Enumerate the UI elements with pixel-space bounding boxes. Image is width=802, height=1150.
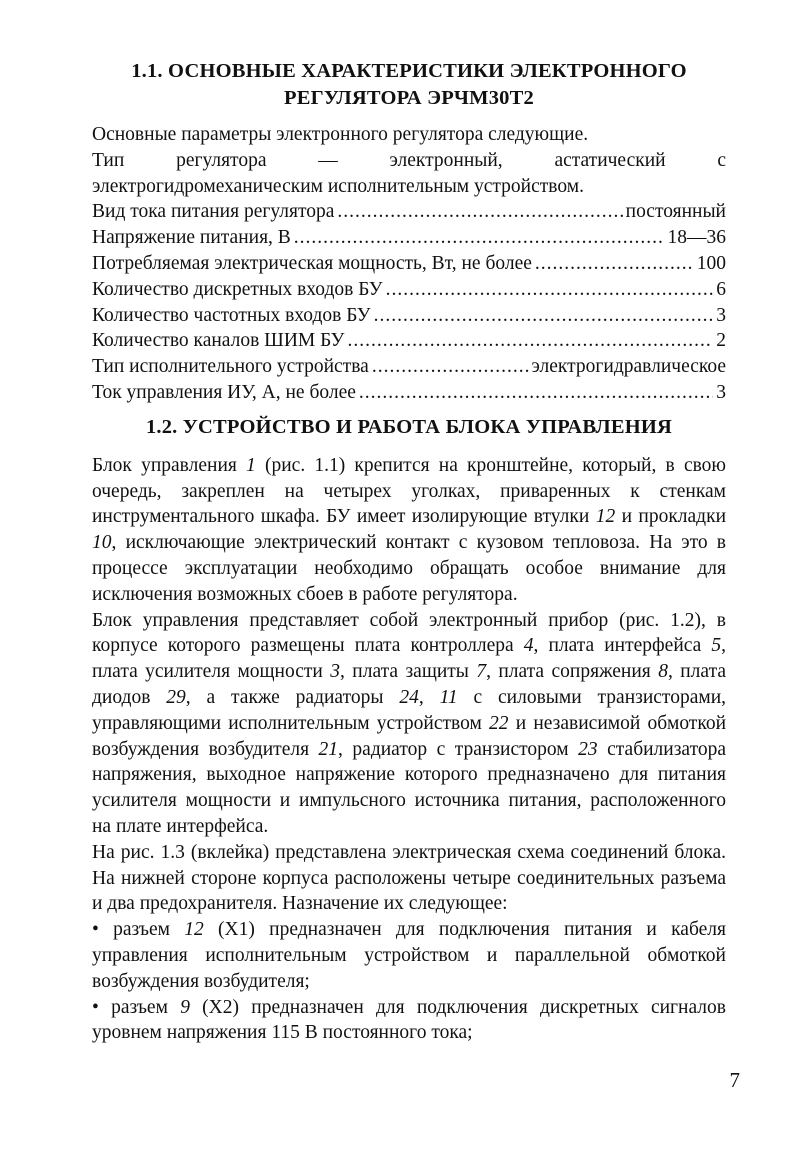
section-1-title-line-1: 1.1. ОСНОВНЫЕ ХАРАКТЕРИСТИКИ ЭЛЕКТРОННОГО <box>131 60 687 82</box>
connector-x1-paragraph <box>92 917 726 994</box>
text-run: , плата диодов <box>92 661 726 708</box>
leader-dots <box>535 251 694 277</box>
figure-reference: 21 <box>318 738 339 760</box>
figure-reference: 22 <box>489 712 509 734</box>
spec-value: 2 <box>716 330 726 352</box>
leader-dots <box>294 225 665 251</box>
text-run: (X2) предназначен для подключения дискретных сигналов уровнем напряжения 115 В постоянного тока; <box>92 996 726 1044</box>
spec-value: 3 <box>716 304 726 326</box>
figure-reference: 8 <box>658 661 668 683</box>
composition-paragraph <box>92 608 726 840</box>
section-1-title <box>92 58 726 112</box>
text-run: (рис. 1.1) крепится на кронштейне, который, в свою очередь, закреплен на четырех уголках, приваренных к стенкам инструментального шкафа. БУ имеет изолирующие втулки <box>92 454 726 528</box>
spec-label: Количество дискретных входов БУ <box>92 278 383 300</box>
spec-row <box>92 380 726 406</box>
figure-reference: 12 <box>595 506 616 528</box>
text-run: с силовыми транзисторами, управляющими исполнительным устройством <box>92 686 727 734</box>
connector-x2-paragraph <box>92 995 726 1047</box>
figure-reference: 24 <box>399 686 419 708</box>
spec-value: постоянный <box>625 201 726 223</box>
section-1-title-line-2: РЕГУЛЯТОРА ЭРЧМ30Т2 <box>284 87 534 109</box>
spec-row <box>92 199 726 225</box>
figure-reference: 7 <box>476 661 487 683</box>
spec-row <box>92 354 726 380</box>
figure-reference: 5 <box>711 635 722 657</box>
figure-reference: 10 <box>92 532 112 554</box>
regulator-type-paragraph: Тип регулятора — электронный, астатический с электрогидромеханическим исполнительным устройством. <box>92 149 726 197</box>
spec-value: электрогидравлическое <box>531 356 726 378</box>
figure-reference: 1 <box>246 454 256 476</box>
text-run: , плата усилителя мощности <box>92 635 726 683</box>
leader-dots <box>386 277 714 303</box>
spec-row <box>92 277 726 303</box>
figure-reference: 29 <box>166 686 186 708</box>
spec-row <box>92 225 726 251</box>
mounting-paragraph <box>92 453 726 608</box>
text-run: , <box>418 686 440 708</box>
section-2-title: 1.2. УСТРОЙСТВО И РАБОТА БЛОКА УПРАВЛЕНИЯ <box>145 415 673 438</box>
spec-row <box>92 303 726 329</box>
spec-list <box>92 199 726 405</box>
leader-dots <box>359 380 713 406</box>
spec-label: Потребляемая электрическая мощность, Вт, не более <box>92 252 532 274</box>
text-run: • разъем <box>92 919 185 941</box>
leader-dots <box>372 354 529 380</box>
spec-value: 6 <box>716 278 726 300</box>
text-run: , плата сопряжения <box>486 661 659 683</box>
text-run: , исключающие электрический контакт с кузовом тепловоза. На это в процессе эксплуатации необходимо обращать особое внимание для исключения возможных сбоев в работе регулятора. <box>92 532 726 605</box>
spec-label: Вид тока питания регулятора <box>92 201 335 223</box>
text-run: , а также радиаторы <box>185 686 400 708</box>
text-run: и прокладки <box>615 506 727 528</box>
intro-paragraph: Основные параметры электронного регулятора следующие. <box>92 124 589 145</box>
spec-label: Напряжение питания, В <box>92 227 291 249</box>
figure-reference: 3 <box>330 661 341 683</box>
spec-value: 18—36 <box>667 227 726 249</box>
spec-row <box>92 251 726 277</box>
page-number: 7 <box>729 1068 740 1092</box>
leader-dots <box>347 328 713 354</box>
figure-reference: 23 <box>578 738 598 760</box>
spec-row <box>92 328 726 354</box>
text-run: , радиатор с транзистором <box>338 738 579 760</box>
figure-reference: 9 <box>180 996 190 1018</box>
spec-label: Количество частотных входов БУ <box>92 304 371 326</box>
figure-reference: 11 <box>439 686 458 708</box>
spec-value: 3 <box>716 381 726 403</box>
spec-label: Ток управления ИУ, А, не более <box>92 381 356 403</box>
spec-label: Тип исполнительного устройства <box>92 356 369 378</box>
figure-reference: 4 <box>523 635 534 657</box>
text-run: , плата интерфейса <box>533 635 712 657</box>
figure-reference: 12 <box>184 919 204 941</box>
leader-dots <box>337 199 622 225</box>
text-run: (X1) предназначен для подключения питания и кабеля управления исполнительным устройством и параллельной обмоткой возбуждения возбудителя; <box>92 919 726 992</box>
spec-label: Количество каналов ШИМ БУ <box>92 330 345 352</box>
text-run: , плата защиты <box>340 661 477 683</box>
text-run: • разъем <box>92 996 181 1018</box>
text-run: стабилизатора напряжения, выходное напряжение которого предназначено для питания усилителя мощности и импульсного источника питания, расположенного на плате интерфейса. <box>92 738 726 837</box>
spec-value: 100 <box>696 252 726 274</box>
text-run: Блок управления представляет собой электронный прибор (рис. 1.2), в корпусе которого размещены плата контроллера <box>92 609 726 657</box>
text-run: и независимой обмоткой возбуждения возбудителя <box>92 712 727 760</box>
text-run: Блок управления <box>92 454 247 476</box>
schematic-paragraph: На рис. 1.3 (вклейка) представлена электрическая схема соединений блока. На нижней стороне корпуса расположены четыре соединительных разъема и два предохранителя. Назначение их следующее: <box>92 841 726 915</box>
leader-dots <box>374 303 714 329</box>
